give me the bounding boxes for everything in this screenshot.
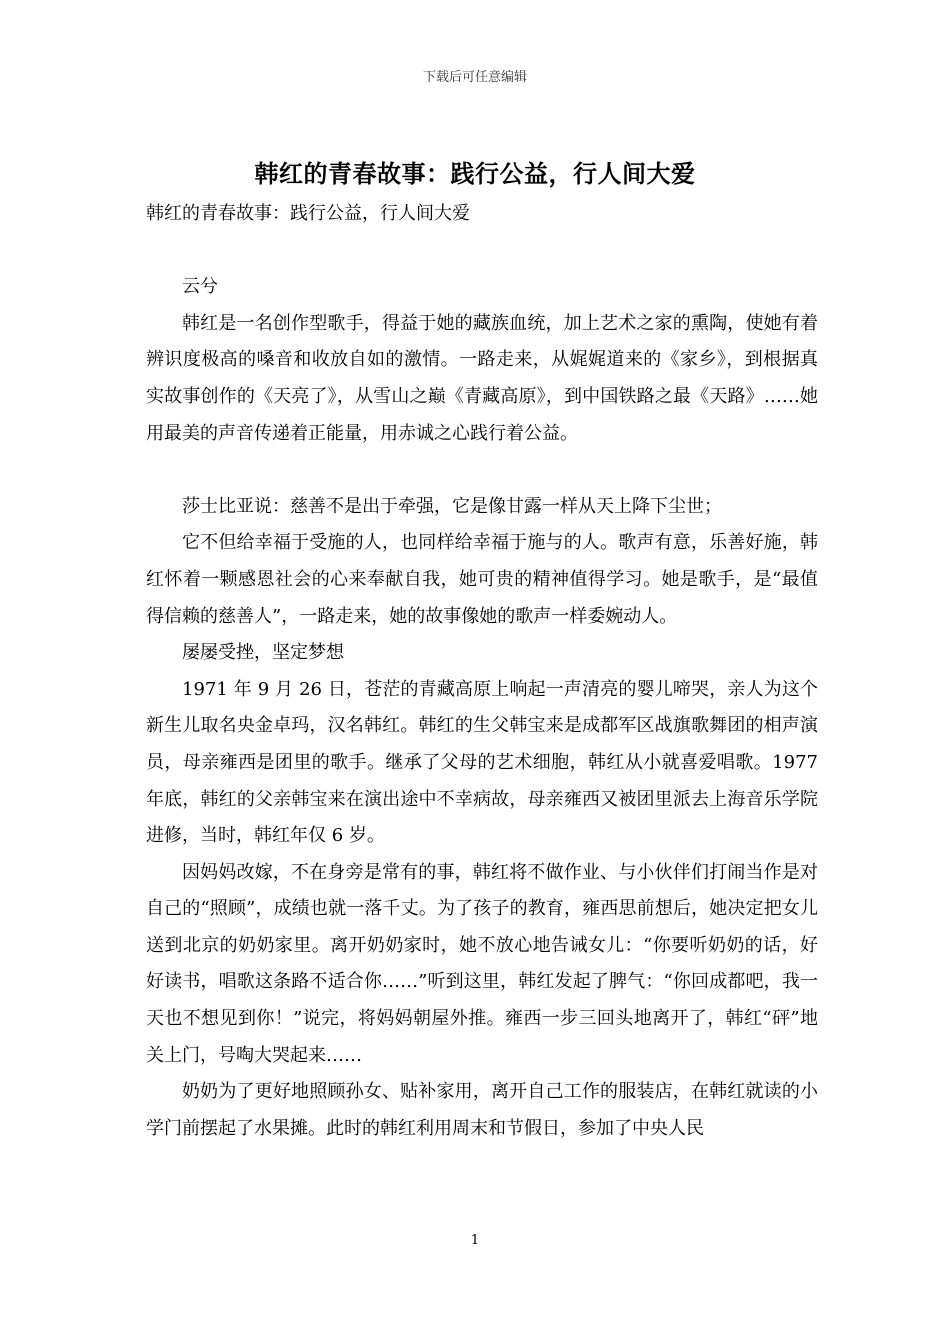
paragraph-intro: 韩红是一名创作型歌手，得益于她的藏族血统，加上艺术之家的熏陶，使她有着辨识度极高的嗓音和收放自如的激情。一路走来，从娓娓道来的《家乡》，到根据真实故事创作的《天亮了》，从雪山之巅《青藏高原》，到中国铁路之最《天路》……她用最美的声音传递着正能量，用赤诚之心践行着公益。 — [146, 312, 818, 444]
author: 云兮 — [182, 276, 218, 298]
page-number: 1 — [470, 1233, 480, 1248]
paragraph: 奶奶为了更好地照顾孙女、贴补家用，离开自己工作的服装店，在韩红就读的小学门前摆起了水果摊。此时的韩红利用周末和节假日，参加了中央人民 — [146, 1081, 818, 1139]
subtitle: 韩红的青春故事：践行公益，行人间大爱 — [146, 203, 470, 224]
section-heading: 屡屡受挫，坚定梦想 — [182, 642, 344, 664]
blank-line — [146, 452, 818, 489]
paragraph: 它不但给幸福于受施的人，也同样给幸福于施与的人。歌声有意，乐善好施，韩红怀着一颗感恩社会的心来奉献自我，她可贵的精神值得学习。她是歌手，是“最值得信赖的慈善人”，一路走来，她的故事像她的歌声一样委婉动人。 — [146, 532, 818, 627]
paragraph: 因妈妈改嫁，不在身旁是常有的事，韩红将不做作业、与小伙伴们打闹当作是对自己的“照顾”，成绩也就一落千丈。为了孩子的教育，雍西思前想后，她决定把女儿送到北京的奶奶家里。离开奶奶家时，她不放心地告诫女儿：“你要听奶奶的话，好好读书，唱歌这条路不适合你……”听到这里，韩红发起了脾气：“你回成都吧，我一天也不想见到你！”说完，将妈妈朝屋外推。雍西一步三回头地离开了，韩红“砰”地关上门，号啕大哭起来…… — [146, 861, 818, 1066]
blank-line — [146, 233, 818, 270]
document-body — [146, 196, 818, 1147]
page-header: 下载后可任意编辑 — [422, 70, 527, 85]
paragraph: 1971 年 9 月 26 日，苍茫的青藏高原上响起一声清亮的婴儿啼哭，亲人为这个新生儿取名央金卓玛，汉名韩红。韩红的生父韩宝来是成都军区战旗歌舞团的相声演员，母亲雍西是团里的歌手。继承了父母的艺术细胞，韩红从小就喜爱唱歌。1977 年底，韩红的父亲韩宝来在演出途中不幸病故，母亲雍西又被团里派去上海音乐学院进修，当时，韩红年仅 6 岁。 — [146, 678, 818, 847]
paragraph-quote: 莎士比亚说：慈善不是出于牵强，它是像甘露一样从天上降下尘世； — [182, 495, 722, 517]
document-title: 韩红的青春故事：践行公益，行人间大爱 — [254, 159, 696, 188]
